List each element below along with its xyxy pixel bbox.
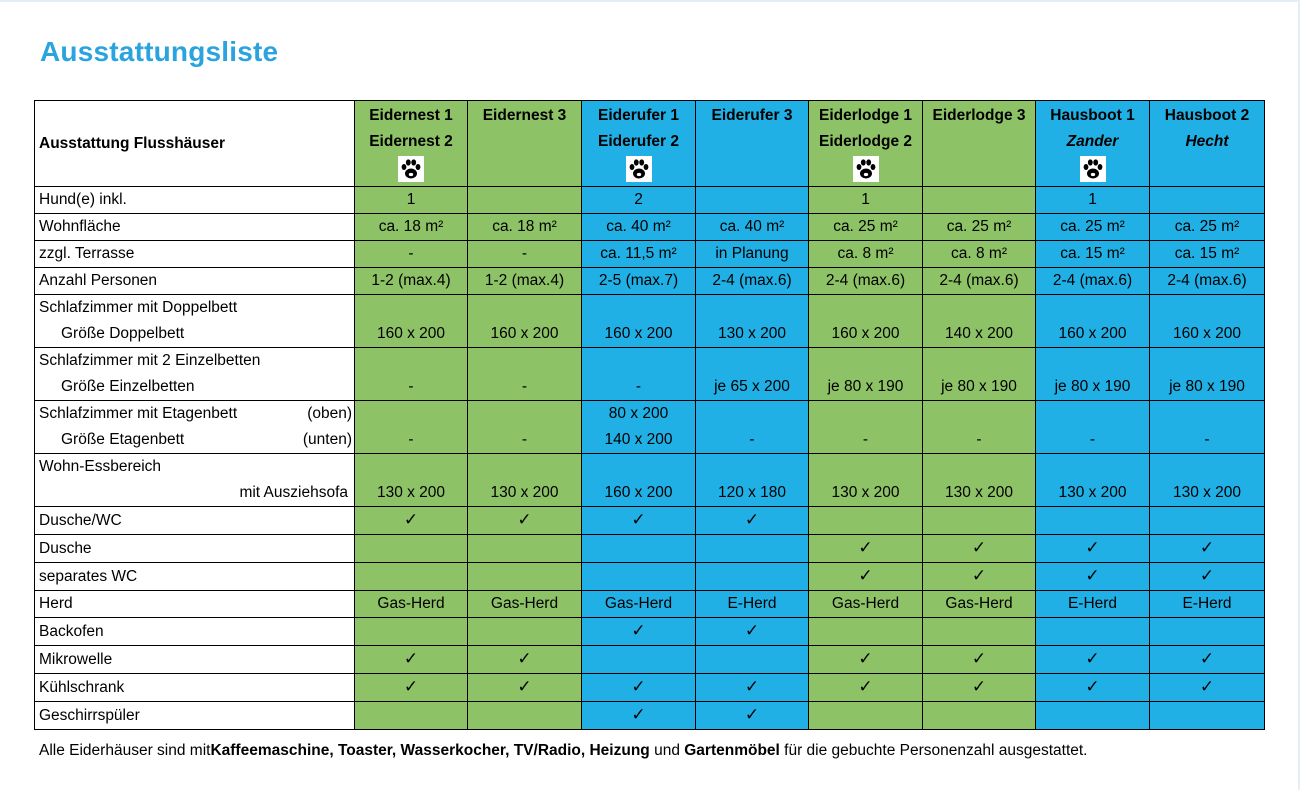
column-header-subname: Eiderufer 2 bbox=[598, 133, 679, 150]
cell-personen: 2-4 (max.6) bbox=[923, 268, 1036, 295]
row-label-sub: mit Ausziehsofa bbox=[239, 484, 348, 501]
cell-wohnessbereich: 130 x 200 bbox=[355, 454, 468, 507]
row-label: Hund(e) inkl. bbox=[35, 187, 355, 214]
cell-backofen bbox=[355, 618, 468, 646]
cell-einzelbetten: je 80 x 190 bbox=[809, 348, 923, 401]
check-icon: ✓ bbox=[744, 705, 760, 724]
cell-dusche_wc bbox=[582, 507, 696, 535]
cell-dusche bbox=[809, 535, 923, 563]
row-label bbox=[35, 454, 355, 507]
top-border bbox=[0, 0, 1300, 2]
cell-kuehlschrank bbox=[696, 674, 809, 702]
cell-bottom-value: - bbox=[408, 431, 414, 448]
column-header-name: Eiderufer 3 bbox=[711, 107, 793, 124]
cell-dusche_wc bbox=[1036, 507, 1150, 535]
cell-wohnflaeche: ca. 25 m² bbox=[1036, 214, 1150, 241]
cell-wohnflaeche: ca. 40 m² bbox=[582, 214, 696, 241]
row-label-sub: Größe Doppelbett bbox=[61, 325, 185, 342]
cell-personen: 2-4 (max.6) bbox=[809, 268, 923, 295]
equipment-table bbox=[34, 100, 1265, 730]
cell-terrasse: ca. 8 m² bbox=[809, 241, 923, 268]
cell-dusche bbox=[355, 535, 468, 563]
cell-personen: 2-4 (max.6) bbox=[1150, 268, 1265, 295]
cell-dusche bbox=[1036, 535, 1150, 563]
cell-dusche_wc bbox=[355, 507, 468, 535]
cell-etagenbett bbox=[696, 401, 809, 454]
cell-dusche bbox=[923, 535, 1036, 563]
row-label-sub: Größe Einzelbetten bbox=[61, 378, 195, 395]
row-backofen bbox=[35, 618, 1265, 646]
column-header bbox=[809, 101, 923, 187]
cell-etagenbett bbox=[582, 401, 696, 454]
cell-doppelbett: 160 x 200 bbox=[355, 295, 468, 348]
row-geschirrspueler bbox=[35, 702, 1265, 730]
cell-personen: 2-4 (max.6) bbox=[696, 268, 809, 295]
check-icon: ✓ bbox=[631, 621, 646, 640]
check-icon: ✓ bbox=[1085, 649, 1100, 668]
cell-dusche_wc bbox=[468, 507, 582, 535]
check-icon: ✓ bbox=[971, 566, 987, 585]
cell-kuehlschrank bbox=[468, 674, 582, 702]
cell-mikrowelle bbox=[355, 646, 468, 674]
check-icon: ✓ bbox=[631, 705, 646, 724]
check-icon: ✓ bbox=[858, 677, 873, 696]
cell-terrasse: - bbox=[468, 241, 582, 268]
cell-backofen bbox=[1036, 618, 1150, 646]
footer-bold-items: Kaffeemaschine, Toaster, Wasserkocher, TV/Radio, Heizung bbox=[210, 742, 650, 759]
row-label: separates WC bbox=[35, 563, 355, 591]
cell-dusche bbox=[1150, 535, 1265, 563]
cell-separates_wc bbox=[923, 563, 1036, 591]
cell-backofen bbox=[923, 618, 1036, 646]
cell-kuehlschrank bbox=[809, 674, 923, 702]
cell-bottom-value: - bbox=[1204, 431, 1210, 448]
cell-separates_wc bbox=[355, 563, 468, 591]
cell-terrasse: ca. 11,5 m² bbox=[582, 241, 696, 268]
cell-dusche bbox=[468, 535, 582, 563]
cell-doppelbett: 160 x 200 bbox=[1150, 295, 1265, 348]
cell-wohnflaeche: ca. 18 m² bbox=[468, 214, 582, 241]
cell-etagenbett bbox=[1036, 401, 1150, 454]
cell-etagenbett bbox=[468, 401, 582, 454]
cell-geschirrspueler bbox=[1036, 702, 1150, 730]
cell-hunde: 2 bbox=[582, 187, 696, 214]
cell-herd: Gas-Herd bbox=[923, 591, 1036, 618]
check-icon: ✓ bbox=[744, 510, 760, 529]
row-separates_wc bbox=[35, 563, 1265, 591]
row-hunde bbox=[35, 187, 1265, 214]
row-wohnflaeche bbox=[35, 214, 1265, 241]
cell-einzelbetten: - bbox=[582, 348, 696, 401]
row-label-main: Schlafzimmer mit Doppelbett bbox=[39, 299, 238, 316]
row-kuehlschrank bbox=[35, 674, 1265, 702]
check-icon: ✓ bbox=[1199, 538, 1215, 557]
footer-note bbox=[39, 742, 1087, 760]
corner-header: Ausstattung Flusshäuser bbox=[35, 101, 355, 187]
cell-geschirrspueler bbox=[582, 702, 696, 730]
cell-wohnessbereich: 130 x 200 bbox=[1150, 454, 1265, 507]
cell-mikrowelle bbox=[582, 646, 696, 674]
row-label: Herd bbox=[35, 591, 355, 618]
row-terrasse bbox=[35, 241, 1265, 268]
cell-hunde bbox=[1150, 187, 1265, 214]
cell-doppelbett: 160 x 200 bbox=[468, 295, 582, 348]
column-header-name: Eiderlodge 1 bbox=[818, 107, 913, 124]
cell-personen: 2-4 (max.6) bbox=[1036, 268, 1150, 295]
row-label-main: Schlafzimmer mit 2 Einzelbetten bbox=[39, 352, 261, 369]
dog-paw-icon bbox=[398, 156, 424, 182]
cell-mikrowelle bbox=[923, 646, 1036, 674]
cell-terrasse: ca. 15 m² bbox=[1036, 241, 1150, 268]
cell-personen: 2-5 (max.7) bbox=[582, 268, 696, 295]
cell-top-value bbox=[809, 401, 922, 427]
row-label: Wohnfläche bbox=[35, 214, 355, 241]
cell-geschirrspueler bbox=[1150, 702, 1265, 730]
footer-prefix: Alle Eiderhäuser sind mit bbox=[39, 742, 211, 759]
cell-herd: Gas-Herd bbox=[809, 591, 923, 618]
cell-wohnflaeche: ca. 18 m² bbox=[355, 214, 468, 241]
cell-separates_wc bbox=[696, 563, 809, 591]
cell-wohnessbereich: 130 x 200 bbox=[923, 454, 1036, 507]
cell-top-value bbox=[696, 401, 808, 427]
cell-dusche_wc bbox=[696, 507, 809, 535]
dog-paw-icon bbox=[853, 156, 879, 182]
cell-geschirrspueler bbox=[355, 702, 468, 730]
cell-terrasse: ca. 8 m² bbox=[923, 241, 1036, 268]
row-label-note: (oben) bbox=[307, 405, 352, 422]
row-label: Kühlschrank bbox=[35, 674, 355, 702]
cell-mikrowelle bbox=[1036, 646, 1150, 674]
cell-etagenbett bbox=[1150, 401, 1265, 454]
cell-separates_wc bbox=[809, 563, 923, 591]
cell-geschirrspueler bbox=[696, 702, 809, 730]
row-label bbox=[35, 401, 355, 454]
row-label-line bbox=[39, 401, 354, 427]
cell-herd: Gas-Herd bbox=[468, 591, 582, 618]
cell-wohnflaeche: ca. 40 m² bbox=[696, 214, 809, 241]
check-icon: ✓ bbox=[744, 621, 760, 640]
cell-personen: 1-2 (max.4) bbox=[468, 268, 582, 295]
cell-kuehlschrank bbox=[355, 674, 468, 702]
column-header-name: Eiderufer 1 bbox=[598, 107, 679, 124]
footer-middle: und bbox=[649, 742, 685, 759]
cell-dusche_wc bbox=[923, 507, 1036, 535]
row-mikrowelle bbox=[35, 646, 1265, 674]
cell-wohnessbereich: 120 x 180 bbox=[696, 454, 809, 507]
cell-wohnflaeche: ca. 25 m² bbox=[1150, 214, 1265, 241]
cell-herd: Gas-Herd bbox=[355, 591, 468, 618]
row-label-line bbox=[39, 427, 354, 453]
cell-wohnessbereich: 130 x 200 bbox=[468, 454, 582, 507]
cell-hunde bbox=[923, 187, 1036, 214]
row-etagenbett bbox=[35, 401, 1265, 454]
row-herd bbox=[35, 591, 1265, 618]
row-label: Dusche bbox=[35, 535, 355, 563]
check-icon: ✓ bbox=[403, 677, 419, 696]
column-header-subname: Eidernest 2 bbox=[369, 133, 453, 150]
cell-dusche bbox=[582, 535, 696, 563]
cell-hunde bbox=[696, 187, 809, 214]
row-doppelbett bbox=[35, 295, 1265, 348]
check-icon: ✓ bbox=[971, 649, 987, 668]
cell-hunde bbox=[468, 187, 582, 214]
cell-separates_wc bbox=[1036, 563, 1150, 591]
cell-doppelbett: 160 x 200 bbox=[1036, 295, 1150, 348]
cell-dusche_wc bbox=[1150, 507, 1265, 535]
cell-wohnessbereich: 130 x 200 bbox=[809, 454, 923, 507]
footer-suffix: für die gebuchte Personenzahl ausgestattet. bbox=[779, 742, 1088, 759]
row-label: Backofen bbox=[35, 618, 355, 646]
cell-herd: E-Herd bbox=[696, 591, 809, 618]
cell-geschirrspueler bbox=[809, 702, 923, 730]
row-personen bbox=[35, 268, 1265, 295]
table-body bbox=[35, 187, 1265, 730]
column-header-subname: Hecht bbox=[1185, 133, 1229, 150]
row-label bbox=[35, 295, 355, 348]
cell-hunde: 1 bbox=[1036, 187, 1150, 214]
footer-bold-garden: Gartenmöbel bbox=[684, 742, 780, 759]
row-label-main: Wohn-Essbereich bbox=[39, 458, 162, 475]
cell-doppelbett: 160 x 200 bbox=[582, 295, 696, 348]
cell-terrasse: ca. 15 m² bbox=[1150, 241, 1265, 268]
column-header-name: Hausboot 1 bbox=[1050, 107, 1135, 124]
column-header-name: Hausboot 2 bbox=[1164, 107, 1250, 124]
column-header bbox=[1150, 101, 1265, 187]
column-header-name: Eiderlodge 3 bbox=[932, 107, 1026, 124]
cell-backofen bbox=[809, 618, 923, 646]
row-label: Geschirrspüler bbox=[35, 702, 355, 730]
check-icon: ✓ bbox=[858, 566, 873, 585]
cell-herd: E-Herd bbox=[1036, 591, 1150, 618]
row-dusche_wc bbox=[35, 507, 1265, 535]
check-icon: ✓ bbox=[631, 677, 646, 696]
row-label: Mikrowelle bbox=[35, 646, 355, 674]
cell-top-value: 80 x 200 bbox=[608, 405, 669, 422]
dog-paw-icon bbox=[1080, 156, 1106, 182]
check-icon: ✓ bbox=[858, 649, 873, 668]
cell-wohnessbereich: 160 x 200 bbox=[582, 454, 696, 507]
cell-backofen bbox=[1150, 618, 1265, 646]
cell-geschirrspueler bbox=[468, 702, 582, 730]
row-label-sub: Größe Etagenbett bbox=[61, 431, 185, 448]
cell-separates_wc bbox=[582, 563, 696, 591]
cell-einzelbetten: je 80 x 190 bbox=[1036, 348, 1150, 401]
check-icon: ✓ bbox=[403, 510, 419, 529]
cell-mikrowelle bbox=[696, 646, 809, 674]
column-header bbox=[355, 101, 468, 187]
row-label-note: (unten) bbox=[302, 431, 352, 448]
check-icon: ✓ bbox=[631, 510, 646, 529]
column-header bbox=[468, 101, 582, 187]
row-wohnessbereich bbox=[35, 454, 1265, 507]
cell-doppelbett: 160 x 200 bbox=[809, 295, 923, 348]
cell-backofen bbox=[696, 618, 809, 646]
check-icon: ✓ bbox=[1085, 538, 1100, 557]
column-header bbox=[923, 101, 1036, 187]
cell-bottom-value: - bbox=[862, 431, 869, 448]
cell-einzelbetten: je 80 x 190 bbox=[923, 348, 1036, 401]
cell-etagenbett bbox=[355, 401, 468, 454]
cell-wohnessbereich: 130 x 200 bbox=[1036, 454, 1150, 507]
check-icon: ✓ bbox=[1085, 677, 1100, 696]
row-label: Anzahl Personen bbox=[35, 268, 355, 295]
column-header bbox=[582, 101, 696, 187]
cell-mikrowelle bbox=[809, 646, 923, 674]
cell-top-value bbox=[355, 401, 467, 427]
cell-kuehlschrank bbox=[582, 674, 696, 702]
cell-bottom-value: - bbox=[1089, 431, 1096, 448]
cell-separates_wc bbox=[468, 563, 582, 591]
cell-terrasse: in Planung bbox=[696, 241, 809, 268]
cell-einzelbetten: je 65 x 200 bbox=[696, 348, 809, 401]
cell-top-value bbox=[468, 401, 581, 427]
cell-doppelbett: 130 x 200 bbox=[696, 295, 809, 348]
cell-kuehlschrank bbox=[1036, 674, 1150, 702]
cell-personen: 1-2 (max.4) bbox=[355, 268, 468, 295]
cell-bottom-value: - bbox=[976, 431, 982, 448]
row-label: Dusche/WC bbox=[35, 507, 355, 535]
column-header-subname: Zander bbox=[1066, 133, 1119, 150]
column-header-subname: Eiderlodge 2 bbox=[818, 133, 913, 150]
row-label bbox=[35, 348, 355, 401]
cell-einzelbetten: - bbox=[468, 348, 582, 401]
dog-paw-icon bbox=[626, 156, 652, 182]
cell-bottom-value: - bbox=[521, 431, 528, 448]
cell-dusche_wc bbox=[809, 507, 923, 535]
cell-etagenbett bbox=[809, 401, 923, 454]
check-icon: ✓ bbox=[517, 649, 532, 668]
cell-bottom-value: 140 x 200 bbox=[604, 431, 673, 448]
cell-terrasse: - bbox=[355, 241, 468, 268]
cell-top-value bbox=[923, 401, 1035, 427]
cell-herd: Gas-Herd bbox=[582, 591, 696, 618]
row-label-main: Schlafzimmer mit Etagenbett bbox=[39, 405, 238, 422]
check-icon: ✓ bbox=[971, 677, 987, 696]
cell-hunde: 1 bbox=[809, 187, 923, 214]
check-icon: ✓ bbox=[1199, 649, 1215, 668]
check-icon: ✓ bbox=[403, 649, 419, 668]
column-header bbox=[696, 101, 809, 187]
column-header bbox=[1036, 101, 1150, 187]
cell-backofen bbox=[468, 618, 582, 646]
cell-hunde: 1 bbox=[355, 187, 468, 214]
row-dusche bbox=[35, 535, 1265, 563]
cell-dusche bbox=[696, 535, 809, 563]
cell-kuehlschrank bbox=[1150, 674, 1265, 702]
column-header-name: Eidernest 3 bbox=[482, 107, 567, 124]
row-einzelbetten bbox=[35, 348, 1265, 401]
cell-herd: E-Herd bbox=[1150, 591, 1265, 618]
cell-top-value bbox=[1150, 401, 1264, 427]
check-icon: ✓ bbox=[517, 510, 532, 529]
row-label: zzgl. Terrasse bbox=[35, 241, 355, 268]
cell-bottom-value: - bbox=[749, 431, 755, 448]
cell-mikrowelle bbox=[468, 646, 582, 674]
column-header-name: Eidernest 1 bbox=[369, 107, 453, 124]
cell-wohnflaeche: ca. 25 m² bbox=[809, 214, 923, 241]
cell-wohnflaeche: ca. 25 m² bbox=[923, 214, 1036, 241]
cell-separates_wc bbox=[1150, 563, 1265, 591]
cell-mikrowelle bbox=[1150, 646, 1265, 674]
cell-top-value bbox=[1036, 401, 1149, 427]
check-icon: ✓ bbox=[971, 538, 987, 557]
page-title: Ausstattungsliste bbox=[40, 36, 279, 67]
cell-geschirrspueler bbox=[923, 702, 1036, 730]
cell-einzelbetten: - bbox=[355, 348, 468, 401]
cell-etagenbett bbox=[923, 401, 1036, 454]
check-icon: ✓ bbox=[744, 677, 760, 696]
cell-backofen bbox=[582, 618, 696, 646]
check-icon: ✓ bbox=[1199, 677, 1215, 696]
check-icon: ✓ bbox=[858, 538, 873, 557]
cell-kuehlschrank bbox=[923, 674, 1036, 702]
check-icon: ✓ bbox=[1199, 566, 1215, 585]
cell-doppelbett: 140 x 200 bbox=[923, 295, 1036, 348]
check-icon: ✓ bbox=[517, 677, 532, 696]
check-icon: ✓ bbox=[1085, 566, 1100, 585]
cell-einzelbetten: je 80 x 190 bbox=[1150, 348, 1265, 401]
header-row bbox=[35, 101, 1265, 187]
